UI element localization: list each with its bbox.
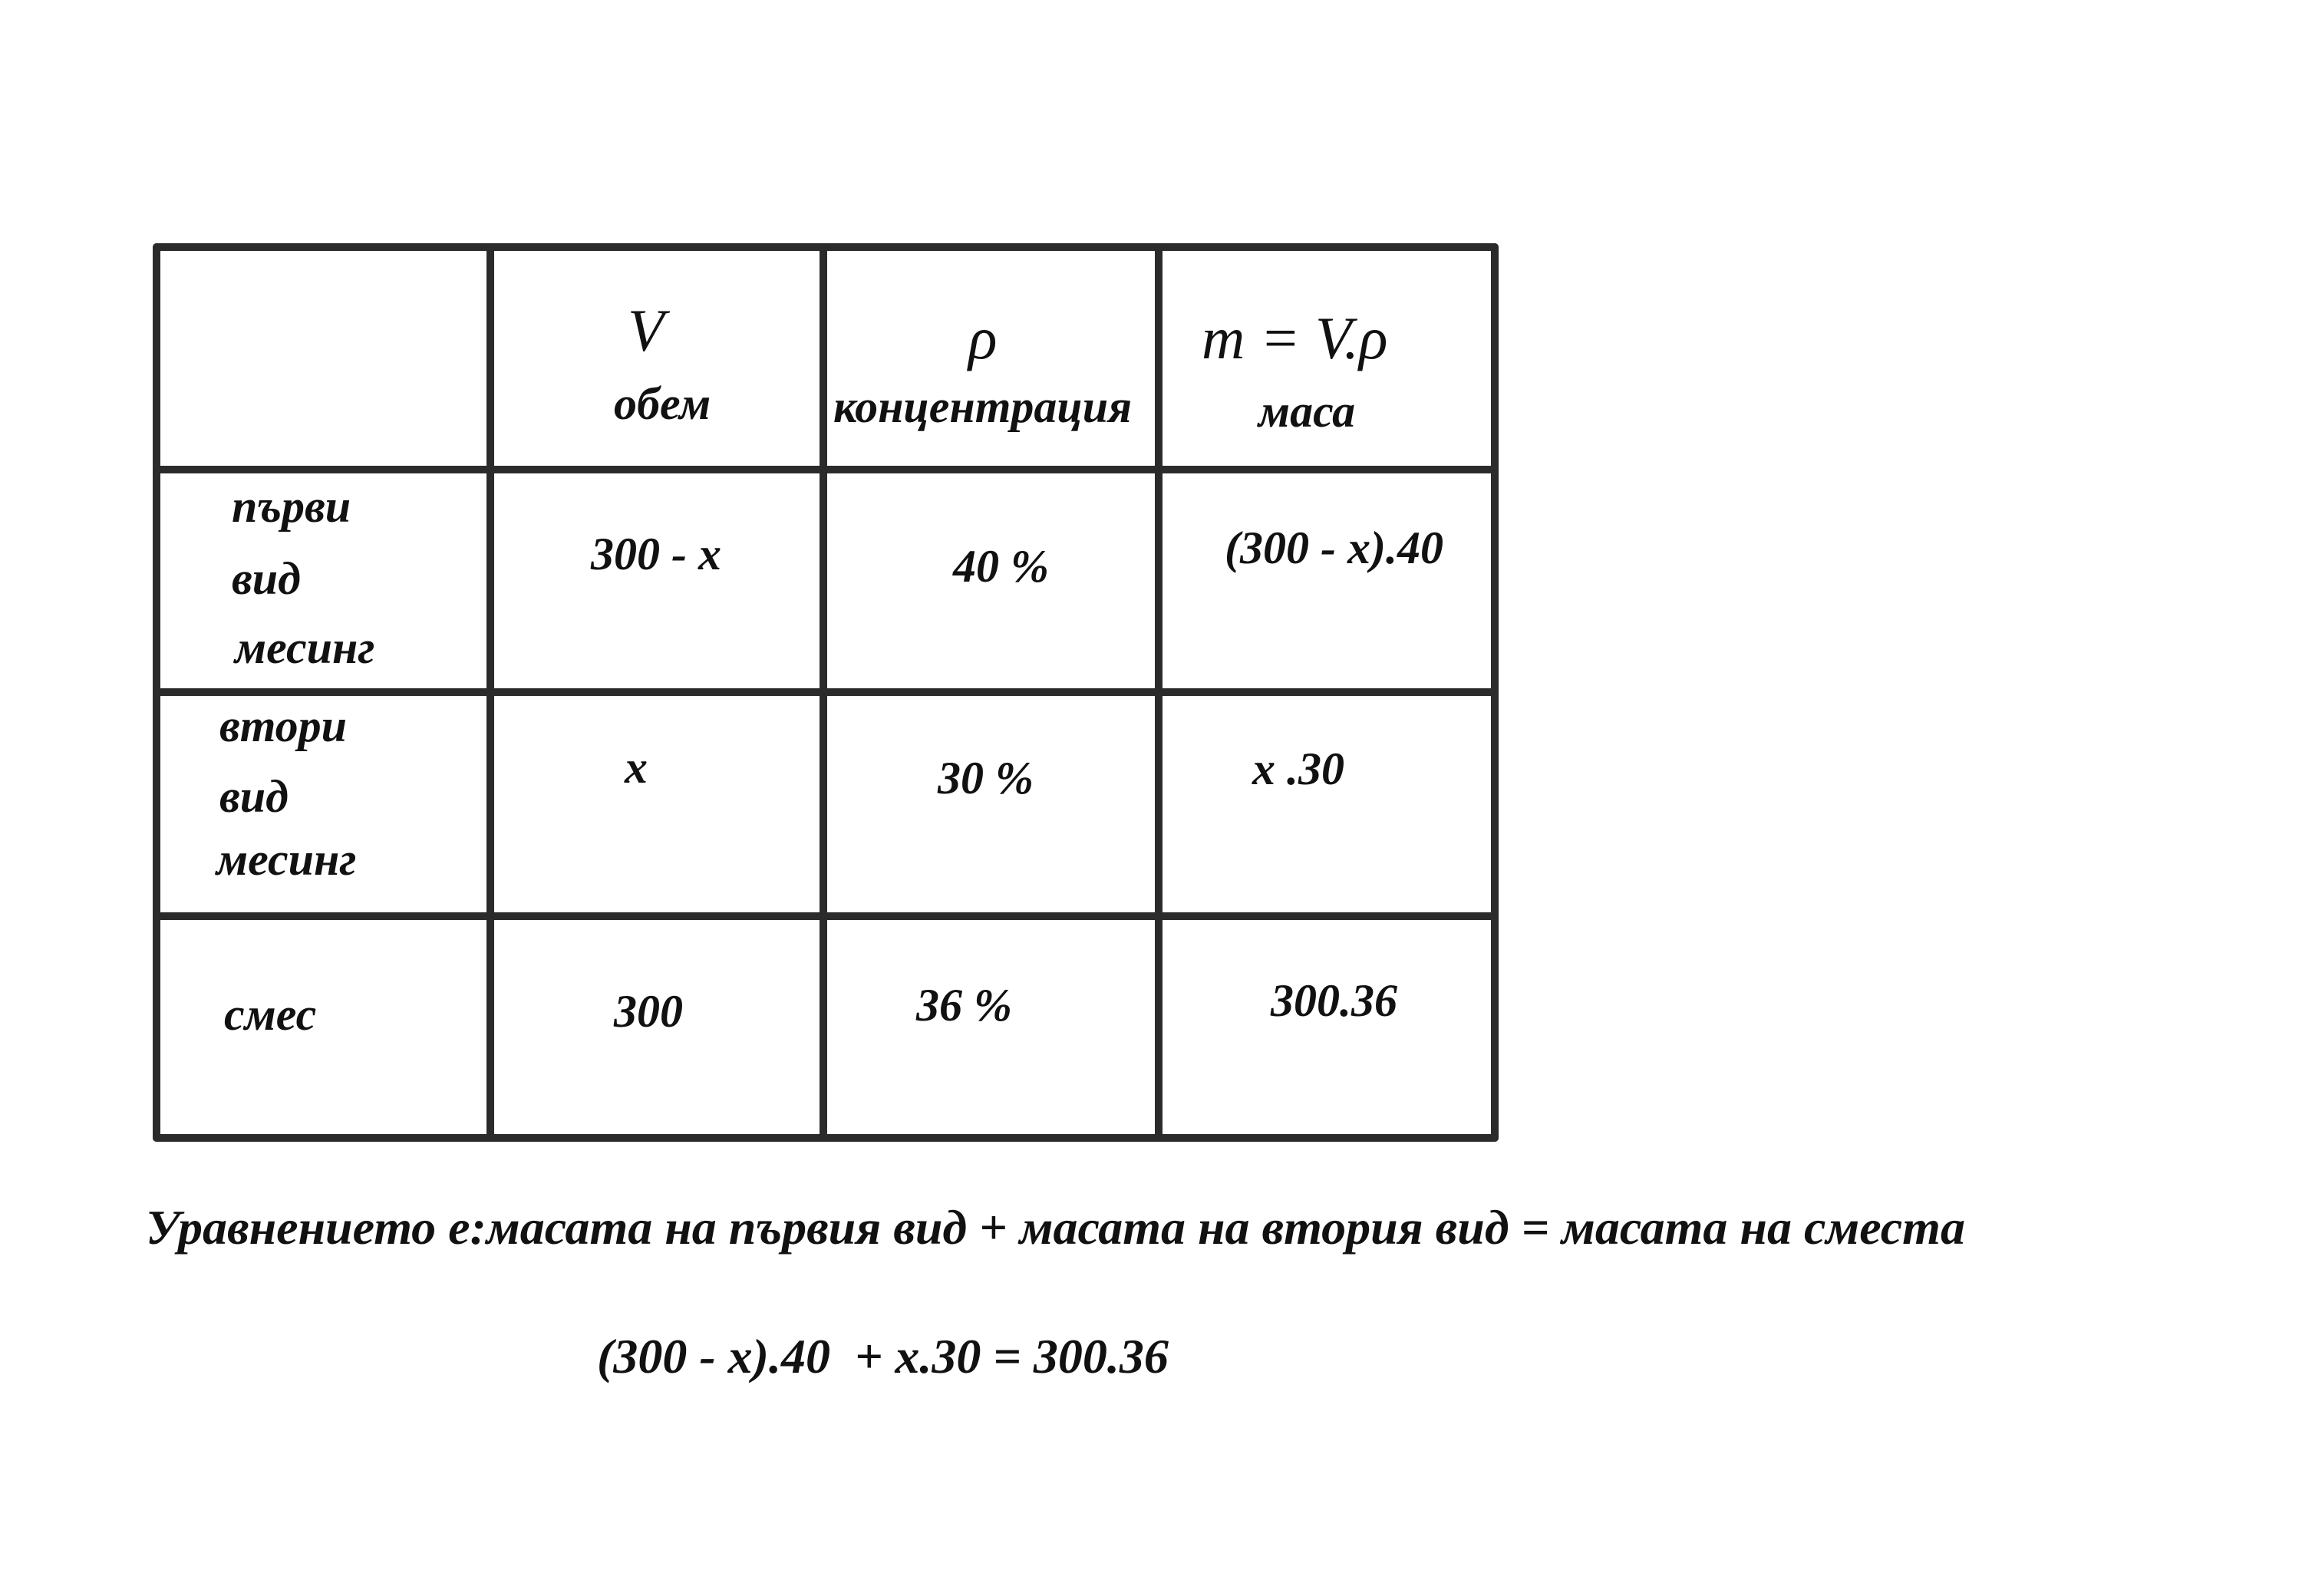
row-label-line: месинг xyxy=(235,622,375,673)
row-mass: (300 - x).40 xyxy=(1225,523,1443,573)
volume-header-label: обем xyxy=(614,378,711,429)
volume-symbol: V xyxy=(628,297,665,364)
row-concentration: 40 % xyxy=(953,541,1049,592)
row-label-line: втори xyxy=(219,701,348,751)
row-label-line: вид xyxy=(219,771,289,822)
row-volume: 300 - x xyxy=(591,529,721,579)
row-mass: x .30 xyxy=(1252,744,1344,794)
row-concentration: 36 % xyxy=(916,980,1012,1030)
row-label-line: смес xyxy=(224,989,317,1040)
concentration-symbol: ρ xyxy=(968,305,998,371)
equation-description: Уравнението е:масата на първия вид + масата на втория вид = масата на сместа xyxy=(146,1200,1965,1255)
concentration-header-label: концентрация xyxy=(833,381,1133,432)
row-label-line: вид xyxy=(232,553,301,604)
row-volume: 300 xyxy=(614,986,683,1037)
row-concentration: 30 % xyxy=(938,753,1034,803)
row-volume: x xyxy=(625,742,648,793)
row-label-line: месинг xyxy=(216,834,357,885)
row-label-line: първи xyxy=(232,481,351,532)
equation: (300 - x).40 + x.30 = 300.36 xyxy=(597,1329,1169,1383)
mass-formula: m = V.ρ xyxy=(1202,305,1388,371)
mass-header-label: маса xyxy=(1258,386,1356,437)
row-mass: 300.36 xyxy=(1271,975,1397,1026)
